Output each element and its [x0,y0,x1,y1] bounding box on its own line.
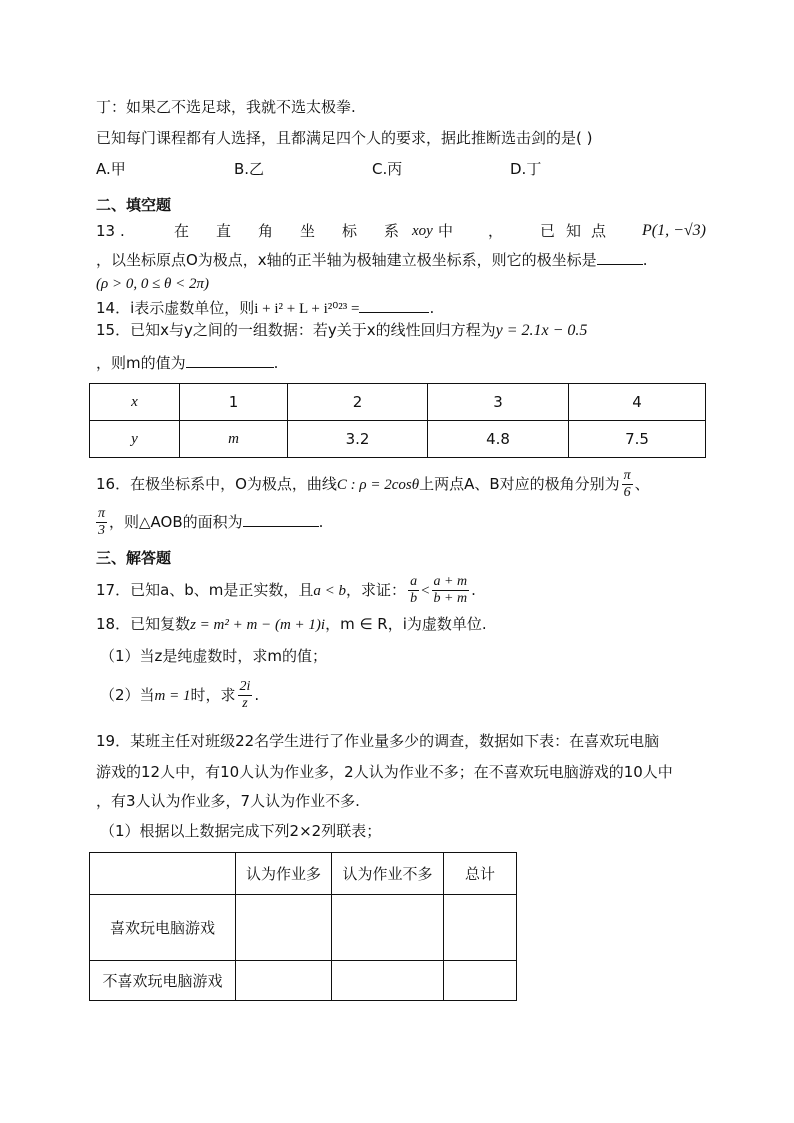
q13-text: ，以坐标原点O为极点，x轴的正半轴为极轴建立极坐标系，则它的极坐标是 [96,251,597,269]
q15-equation: y = 2.1x − 0.5 [495,322,588,339]
table-row-label: 喜欢玩电脑游戏 [90,895,236,961]
q16-mid: 上两点A、B对应的极角分别为 [419,475,620,493]
q13-p0: 13 [96,222,116,240]
table-cell: 7.5 [569,421,706,458]
q18-expr: z = m² + m − (m + 1)i [190,617,326,633]
q13-p4: 角 [258,222,274,240]
option-a: A.甲 [96,160,126,178]
q12-stem: 已知每门课程都有人选择，且都满足四个人的要求，据此推断选击剑的是( ) [96,129,593,147]
frac-den: b + m [433,591,468,606]
q13-p6: 标 [342,222,358,240]
q16-text: ，则△AOB的面积为 [109,513,243,531]
frac-num: a + m [433,574,468,589]
q18-2-prefix: （2）当 [100,686,155,704]
table-row [90,961,517,1001]
table-cell: 3.2 [288,421,428,458]
option-d: D.丁 [510,160,542,178]
q19-line2: 游戏的12人中，有10人认为作业多，2人认为作业不多；在不喜欢玩电脑游戏的10人中 [96,763,673,781]
q18-mid: ，m ∈ R，i为虚数单位. [325,615,487,633]
q13-line2: ，以坐标原点O为极点，x轴的正半轴为极轴建立极坐标系，则它的极坐标是 . [96,251,648,269]
option-b: B.乙 [234,160,265,178]
section-answer: 三、解答题 [96,549,172,567]
q18-2-cond: m = 1 [154,688,191,704]
frac-den: z [242,696,248,711]
q13-p9: 中 [438,222,454,240]
q19-line1: 19．某班主任对班级22名学生进行了作业量多少的调查，数据如下表：在喜欢玩电脑 [96,732,660,750]
frac-den: 6 [623,485,631,500]
fraction-a-b [408,574,419,607]
table-cell: 3 [428,384,569,421]
frac-num: π [98,506,106,521]
frac-den: b [410,591,418,606]
q13-p8: xoy [412,223,433,239]
frac-num: 2i [239,679,251,694]
table-cell: m [180,421,288,458]
q16-curve: C : ρ = 2cosθ [336,477,420,493]
q13-p10: ， [488,222,504,240]
table-cell [90,853,236,895]
q15-text: ，则m的值为 [96,354,186,372]
q13-p12: 知 [566,222,582,240]
line-ding: 丁：如果乙不选足球，我就不选太极拳. [96,98,356,116]
table-cell: 1 [180,384,288,421]
q14-suffix: . [429,299,435,317]
q18 [96,613,487,636]
q13-blank [597,250,643,265]
table-cell [236,895,332,961]
q13-condition: (ρ > 0, 0 ≤ θ < 2π) [96,276,210,292]
q18-part2: （2）当m = 1时，求 $\frac{2i}{z}$ . [100,679,260,711]
table-header-row [90,853,517,895]
fraction-2i-z [238,679,253,712]
q13-p7: 系 [384,222,400,240]
table-cell: 4.8 [428,421,569,458]
q19-part1: （1）根据以上数据完成下列2×2列联表； [100,822,382,840]
table-header-cell: 认为作业不多 [332,853,444,895]
q16-blank [243,512,319,527]
table-header-cell: 认为作业多 [236,853,332,895]
contingency-table [89,852,517,1001]
q14-blank [359,298,429,313]
table-row-label: 不喜欢玩电脑游戏 [90,961,236,1001]
q15-line2: ，则m的值为 . [96,354,279,372]
q16-prefix: 16．在极坐标系中，O为极点，曲线 [96,475,337,493]
q18-prefix: 18．已知复数 [96,615,191,633]
table-row [90,421,706,458]
table-cell: 2 [288,384,428,421]
q13-p11: 已 [540,222,556,240]
option-c: C.丙 [372,160,403,178]
q13-p5: 坐 [300,222,316,240]
q15-blank [186,353,274,368]
q13-p2: 在 [174,222,190,240]
q17-prefix: 17．已知a、b、m是正实数，且 [96,581,314,599]
table-cell [444,895,517,961]
table-cell [332,895,444,961]
frac-num: π [623,468,631,483]
data-table [89,383,706,458]
q15-prefix: 15．已知x与y之间的一组数据：若y关于x的线性回归方程为 [96,321,496,339]
frac-den: 3 [98,523,105,538]
q17: 17．已知a、b、m是正实数，且a < b，求证： $\frac{a}{b}$ < $\frac{a + m}{b + m}$ . [96,574,476,606]
q13-p13: 点 [591,222,607,240]
q17-mid: ，求证： [346,581,407,599]
q16-sep: 、 [634,475,650,493]
q15-line1 [96,319,587,342]
q13-p1: . [120,222,125,240]
table-cell [332,961,444,1001]
q14-prefix: 14．i表示虚数单位，则 [96,299,255,317]
fraction-pi-3 [96,506,107,539]
q14-expr: i + i² + L + i²⁰²³ = [254,301,360,317]
frac-num: a [410,574,418,589]
table-cell: x [90,384,180,421]
q13-point: P(1, −√3) [642,222,707,239]
q16-line2: $\frac{\pi}{3}$ ，则△AOB的面积为 . [98,506,324,538]
table-row [90,895,517,961]
q18-2-mid: 时，求 [190,686,236,704]
q17-lt: < [421,583,430,599]
q16-line1 [96,468,650,501]
table-cell [444,961,517,1001]
q13-p3: 直 [216,222,232,240]
table-cell: 4 [569,384,706,421]
q14 [96,297,434,320]
fraction-am-bm [432,574,470,607]
fraction-pi-6 [622,468,633,501]
table-row [90,384,706,421]
section-fill-in: 二、填空题 [96,196,172,214]
table-header-cell: 总计 [444,853,517,895]
table-cell: y [90,421,180,458]
q19-line3: ，有3人认为作业多，7人认为作业不多. [96,792,360,810]
q18-part1: （1）当z是纯虚数时，求m的值； [100,647,328,665]
q17-cond: a < b [313,583,347,599]
table-cell [236,961,332,1001]
